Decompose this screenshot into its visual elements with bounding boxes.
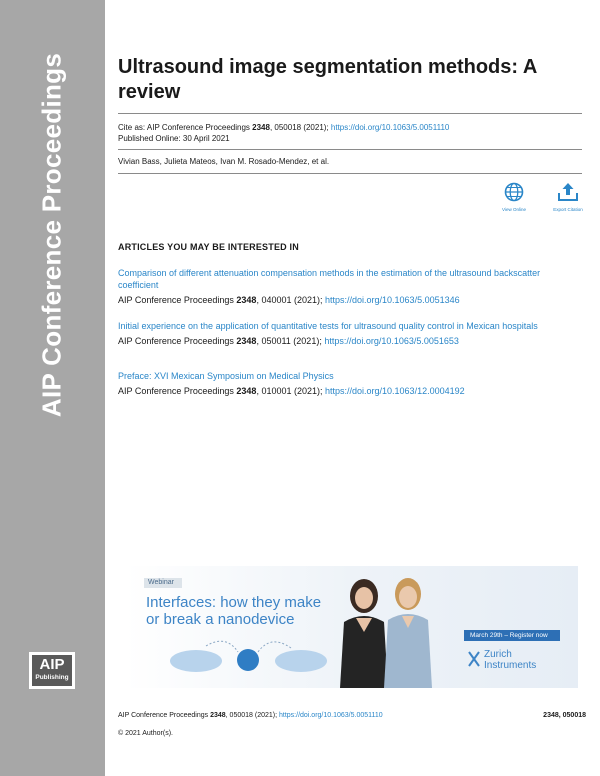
zurich-instruments-icon bbox=[468, 651, 480, 667]
view-online-label: View Online bbox=[502, 207, 526, 212]
copyright-notice: © 2021 Author(s). bbox=[118, 730, 173, 737]
cite-line bbox=[118, 122, 449, 133]
authors-line[interactable]: Vivian Bass, Julieta Mateos, Ivan M. Rosado-Mendez, et al. bbox=[118, 157, 330, 166]
cite-rest: , 040001 (2021); bbox=[256, 295, 325, 305]
footer-doi-link[interactable]: https://doi.org/10.1063/5.0051110 bbox=[279, 712, 383, 719]
page-number: 2348, 050018 bbox=[543, 712, 586, 719]
related-article-doi-link[interactable]: https://doi.org/10.1063/5.0051346 bbox=[325, 295, 460, 305]
cite-volume: 2348 bbox=[252, 123, 270, 132]
related-articles-heading: ARTICLES YOU MAY BE INTERESTED IN bbox=[118, 242, 299, 252]
cite-prefix: AIP Conference Proceedings bbox=[118, 336, 237, 346]
divider bbox=[118, 113, 582, 114]
related-article-title[interactable]: Initial experience on the application of quantitative tests for ultrasound quality control in Mexican hospitals bbox=[118, 321, 538, 331]
paper-title: Ultrasound image segmentation methods: A review bbox=[118, 56, 537, 103]
view-online-button[interactable] bbox=[494, 182, 534, 212]
journal-name-vertical: AIP Conference Proceedings bbox=[36, 52, 67, 418]
logo-text: AIP bbox=[39, 656, 65, 673]
related-article-title[interactable]: Preface: XVI Mexican Symposium on Medical Physics bbox=[118, 371, 334, 381]
cite-volume: 2348 bbox=[236, 295, 257, 305]
related-article bbox=[118, 267, 578, 306]
cite-prefix: AIP Conference Proceedings bbox=[118, 712, 211, 719]
published-date: Published Online: 30 April 2021 bbox=[118, 134, 230, 143]
related-article-cite bbox=[118, 385, 578, 397]
related-article bbox=[118, 320, 578, 347]
zurich-instruments-wordmark bbox=[484, 649, 536, 671]
export-icon bbox=[557, 182, 579, 202]
export-citation-button[interactable] bbox=[548, 182, 588, 212]
ad-headline: Interfaces: how they make or break a nanodevice bbox=[146, 594, 322, 628]
brand-line-1: Zurich bbox=[484, 649, 512, 660]
cite-rest: , 050011 (2021); bbox=[256, 336, 325, 346]
cite-volume: 2348 bbox=[210, 712, 226, 719]
logo-subtext: Publishing bbox=[35, 674, 69, 681]
cite-prefix: AIP Conference Proceedings bbox=[118, 295, 237, 305]
divider bbox=[118, 149, 582, 150]
related-article-cite bbox=[118, 335, 578, 347]
logo-mark bbox=[32, 655, 72, 686]
related-article-doi-link[interactable]: https://doi.org/10.1063/12.0004192 bbox=[325, 386, 465, 396]
citation-block bbox=[118, 122, 449, 144]
brand-line-2: Instruments bbox=[484, 660, 537, 671]
cite-rest: , 050018 (2021); bbox=[269, 123, 331, 132]
related-article-cite bbox=[118, 294, 578, 306]
related-article bbox=[118, 370, 578, 397]
ad-tag: Webinar bbox=[144, 578, 182, 588]
cite-rest: , 010001 (2021); bbox=[256, 386, 325, 396]
presenters-photo bbox=[326, 572, 456, 688]
aip-publishing-logo[interactable] bbox=[29, 652, 75, 689]
cite-rest: , 050018 (2021); bbox=[225, 712, 279, 719]
footer-citation bbox=[118, 712, 383, 719]
cite-prefix: Cite as: AIP Conference Proceedings bbox=[118, 123, 253, 132]
webinar-advertisement[interactable] bbox=[126, 566, 578, 688]
cite-prefix: AIP Conference Proceedings bbox=[118, 386, 237, 396]
related-article-title[interactable]: Comparison of different attenuation compensation methods in the estimation of the ultrasound backscatter coefficient bbox=[118, 268, 541, 290]
nanodevice-illustration bbox=[166, 636, 336, 678]
cite-volume: 2348 bbox=[236, 386, 257, 396]
register-now-banner[interactable]: March 29th – Register now bbox=[464, 630, 560, 641]
related-article-doi-link[interactable]: https://doi.org/10.1063/5.0051653 bbox=[324, 336, 459, 346]
cite-doi-link[interactable]: https://doi.org/10.1063/5.0051110 bbox=[330, 123, 450, 132]
globe-icon bbox=[504, 182, 524, 202]
export-citation-label: Export Citation bbox=[553, 207, 583, 212]
divider bbox=[118, 173, 582, 174]
sidebar bbox=[0, 0, 105, 776]
cite-volume: 2348 bbox=[236, 336, 257, 346]
